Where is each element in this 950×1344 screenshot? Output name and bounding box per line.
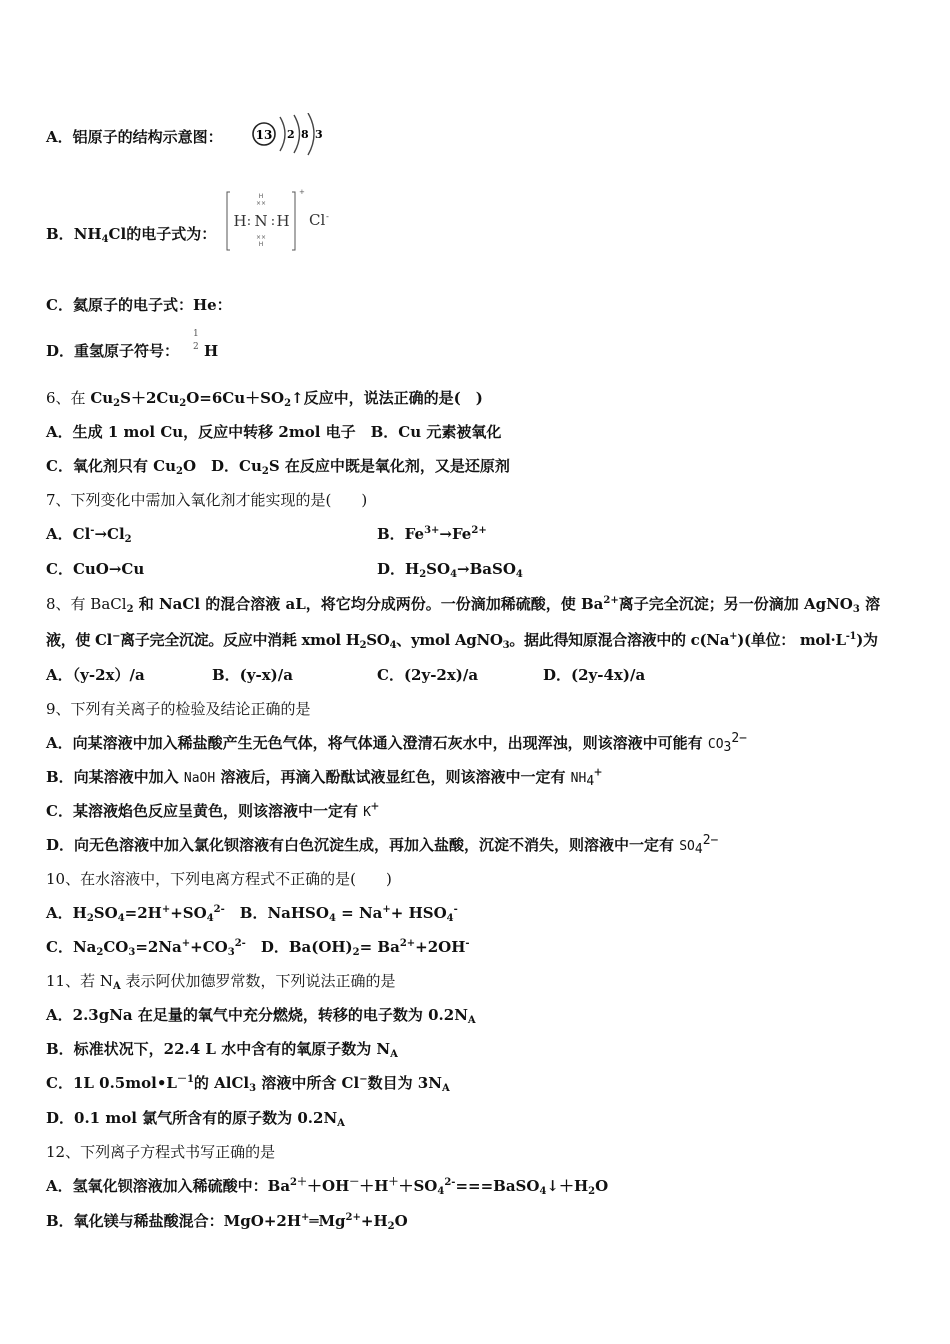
svg-text:H: H bbox=[258, 193, 264, 200]
right-bracket bbox=[292, 192, 295, 250]
mass-number: 1 bbox=[193, 329, 199, 339]
svg-text:××: ×× bbox=[255, 200, 267, 207]
q7-option-d: D．$H_2SO_4\to BaSO_4$ bbox=[377, 560, 523, 580]
q11-option-b: B．标准状况下，22.4 L 水中含有的氧原子数为 $N_A$ bbox=[46, 1040, 398, 1060]
shell-count-1: 2 bbox=[287, 128, 295, 141]
nucleus-charge: 13 bbox=[255, 128, 273, 142]
q6-stem: 6、在 $Cu_2S+2Cu_2O=6Cu+SO_2↑$反应中，说法正确的是( ) bbox=[46, 389, 483, 409]
svg-text:Cl: Cl bbox=[309, 211, 326, 229]
q8-stem-line2: 液，使 Cl−离子完全沉淀。反应中消耗 xmol $H_2SO_4$、ymol AgNO$_3$。据此得知原混合溶液中的 c(Na+)(单位： $mol\cdot L^{-1}$)为 bbox=[46, 631, 878, 651]
svg-text:N: N bbox=[254, 212, 268, 230]
isotope-symbol: H bbox=[204, 342, 219, 360]
q12-option-b: B．氧化镁与稀盐酸混合：$MgO+2H^+═Mg^{2+}+H_2O$ bbox=[46, 1212, 408, 1232]
svg-text::: : bbox=[270, 214, 276, 229]
q8-option-c: C．(2y-2x)/a bbox=[377, 666, 479, 684]
q8-option-d: D．(2y-4x)/a bbox=[543, 666, 646, 684]
svg-text::: : bbox=[246, 214, 252, 229]
q11-option-c: C．1L $0.5mol•L^{-1}$的 AlCl$_3$ 溶液中所含 Cl−数目为 $3N_A$ bbox=[46, 1074, 450, 1094]
shell-count-2: 8 bbox=[301, 128, 309, 141]
left-bracket bbox=[227, 192, 230, 250]
atomic-number: 2 bbox=[193, 342, 199, 352]
q8-stem-line1: 8、有 BaCl$_2$ 和 NaCl 的混合溶液 aL，将它均分成两份。一份滴加稀硫酸，使 $Ba^{2+}$离子完全沉淀；另一份滴加 AgNO$_3$ 溶 bbox=[46, 595, 881, 615]
q9-option-b: B．向某溶液中加入 NaOH 溶液后，再滴入酚酞试液显红色，则该溶液中一定有 $NH_4^+$ bbox=[46, 765, 602, 789]
shell-arc-1 bbox=[280, 117, 285, 151]
isotope-numbers bbox=[193, 329, 199, 352]
q10-options-ab: A．$H_2SO_4=2H^++SO_4^{2-}$ B．NaHSO$_4$ = $Na^++ HSO_4^-$ bbox=[46, 904, 458, 924]
q12-stem: 12、下列离子方程式书写正确的是 bbox=[46, 1143, 276, 1161]
svg-text:-: - bbox=[326, 212, 329, 221]
q8-option-a: A．（y-2x）/a bbox=[46, 666, 145, 684]
shell-arc-3 bbox=[308, 113, 314, 155]
q7-option-b: B．$Fe^{3+}\to Fe^{2+}$ bbox=[377, 525, 487, 543]
q9-option-c: C．某溶液焰色反应呈黄色，则该溶液中一定有 K+ bbox=[46, 799, 379, 820]
svg-text:H: H bbox=[276, 212, 290, 230]
svg-text:+: + bbox=[299, 188, 305, 196]
q6-options-cd: C．氧化剂只有 $Cu_2O$ D．$Cu_2S$ 在反应中既是氧化剂，又是还原剂 bbox=[46, 457, 510, 477]
q8-option-b: B．(y-x)/a bbox=[212, 666, 293, 684]
q6-options-ab: A．生成 1 mol Cu，反应中转移 2mol 电子 B．Cu 元素被氧化 bbox=[46, 423, 502, 441]
q12-option-a: A．氢氧化钡溶液加入稀硫酸中：$Ba^{2+}+OH^-+H^++SO_4^{2-}===BaSO_4↓+H_2O$ bbox=[46, 1177, 609, 1197]
q11-stem: 11、若 $N_A$ 表示阿伏加德罗常数，下列说法正确的是 bbox=[46, 972, 396, 992]
option-a-atom: A．铝原子的结构示意图： bbox=[46, 128, 223, 146]
shell-arc-2 bbox=[294, 115, 300, 153]
q9-option-a: A．向某溶液中加入稀盐酸产生无色气体，将气体通入澄清石灰水中，出现浑浊，则该溶液中可能有 $CO_3^{2-}$ bbox=[46, 731, 748, 755]
svg-text:H: H bbox=[258, 241, 264, 248]
q7-option-c: C．CuO→Cu bbox=[46, 560, 145, 578]
svg-text:××: ×× bbox=[255, 234, 267, 241]
q7-stem: 7、下列变化中需加入氧化剂才能实现的是( ) bbox=[46, 491, 368, 509]
svg-text:H: H bbox=[233, 212, 247, 230]
shell-count-3: 3 bbox=[315, 128, 323, 141]
q11-option-a: A．2.3gNa 在足量的氧气中充分燃烧，转移的电子数为 $0.2N_A$ bbox=[46, 1006, 476, 1026]
aluminum-atom-diagram bbox=[250, 113, 330, 157]
option-d-deuterium: D．重氢原子符号： bbox=[46, 342, 180, 360]
q10-stem: 10、在水溶液中，下列电离方程式不正确的是( ) bbox=[46, 870, 392, 888]
option-c-helium: C．氦原子的电子式：He： bbox=[46, 296, 232, 314]
option-b-lewis: B．$NH_4Cl$的电子式为： bbox=[46, 225, 217, 245]
q7-option-a: A．$Cl^-\to Cl_2$ bbox=[46, 525, 132, 545]
q11-option-d: D．0.1 mol 氯气所含有的原子数为 $0.2N_A$ bbox=[46, 1109, 345, 1129]
q9-stem: 9、下列有关离子的检验及结论正确的是 bbox=[46, 700, 311, 718]
nh4cl-electron-formula bbox=[226, 188, 341, 254]
q9-option-d: D．向无色溶液中加入氯化钡溶液有白色沉淀生成，再加入盐酸，沉淀不消失，则溶液中一定有 $SO_4^{2-}$ bbox=[46, 833, 719, 857]
q10-options-cd: C．$Na_2CO_3=2Na^++CO_3^{2-}$ D．$Ba(OH)_2= Ba^{2+}+2OH^-$ bbox=[46, 938, 470, 958]
